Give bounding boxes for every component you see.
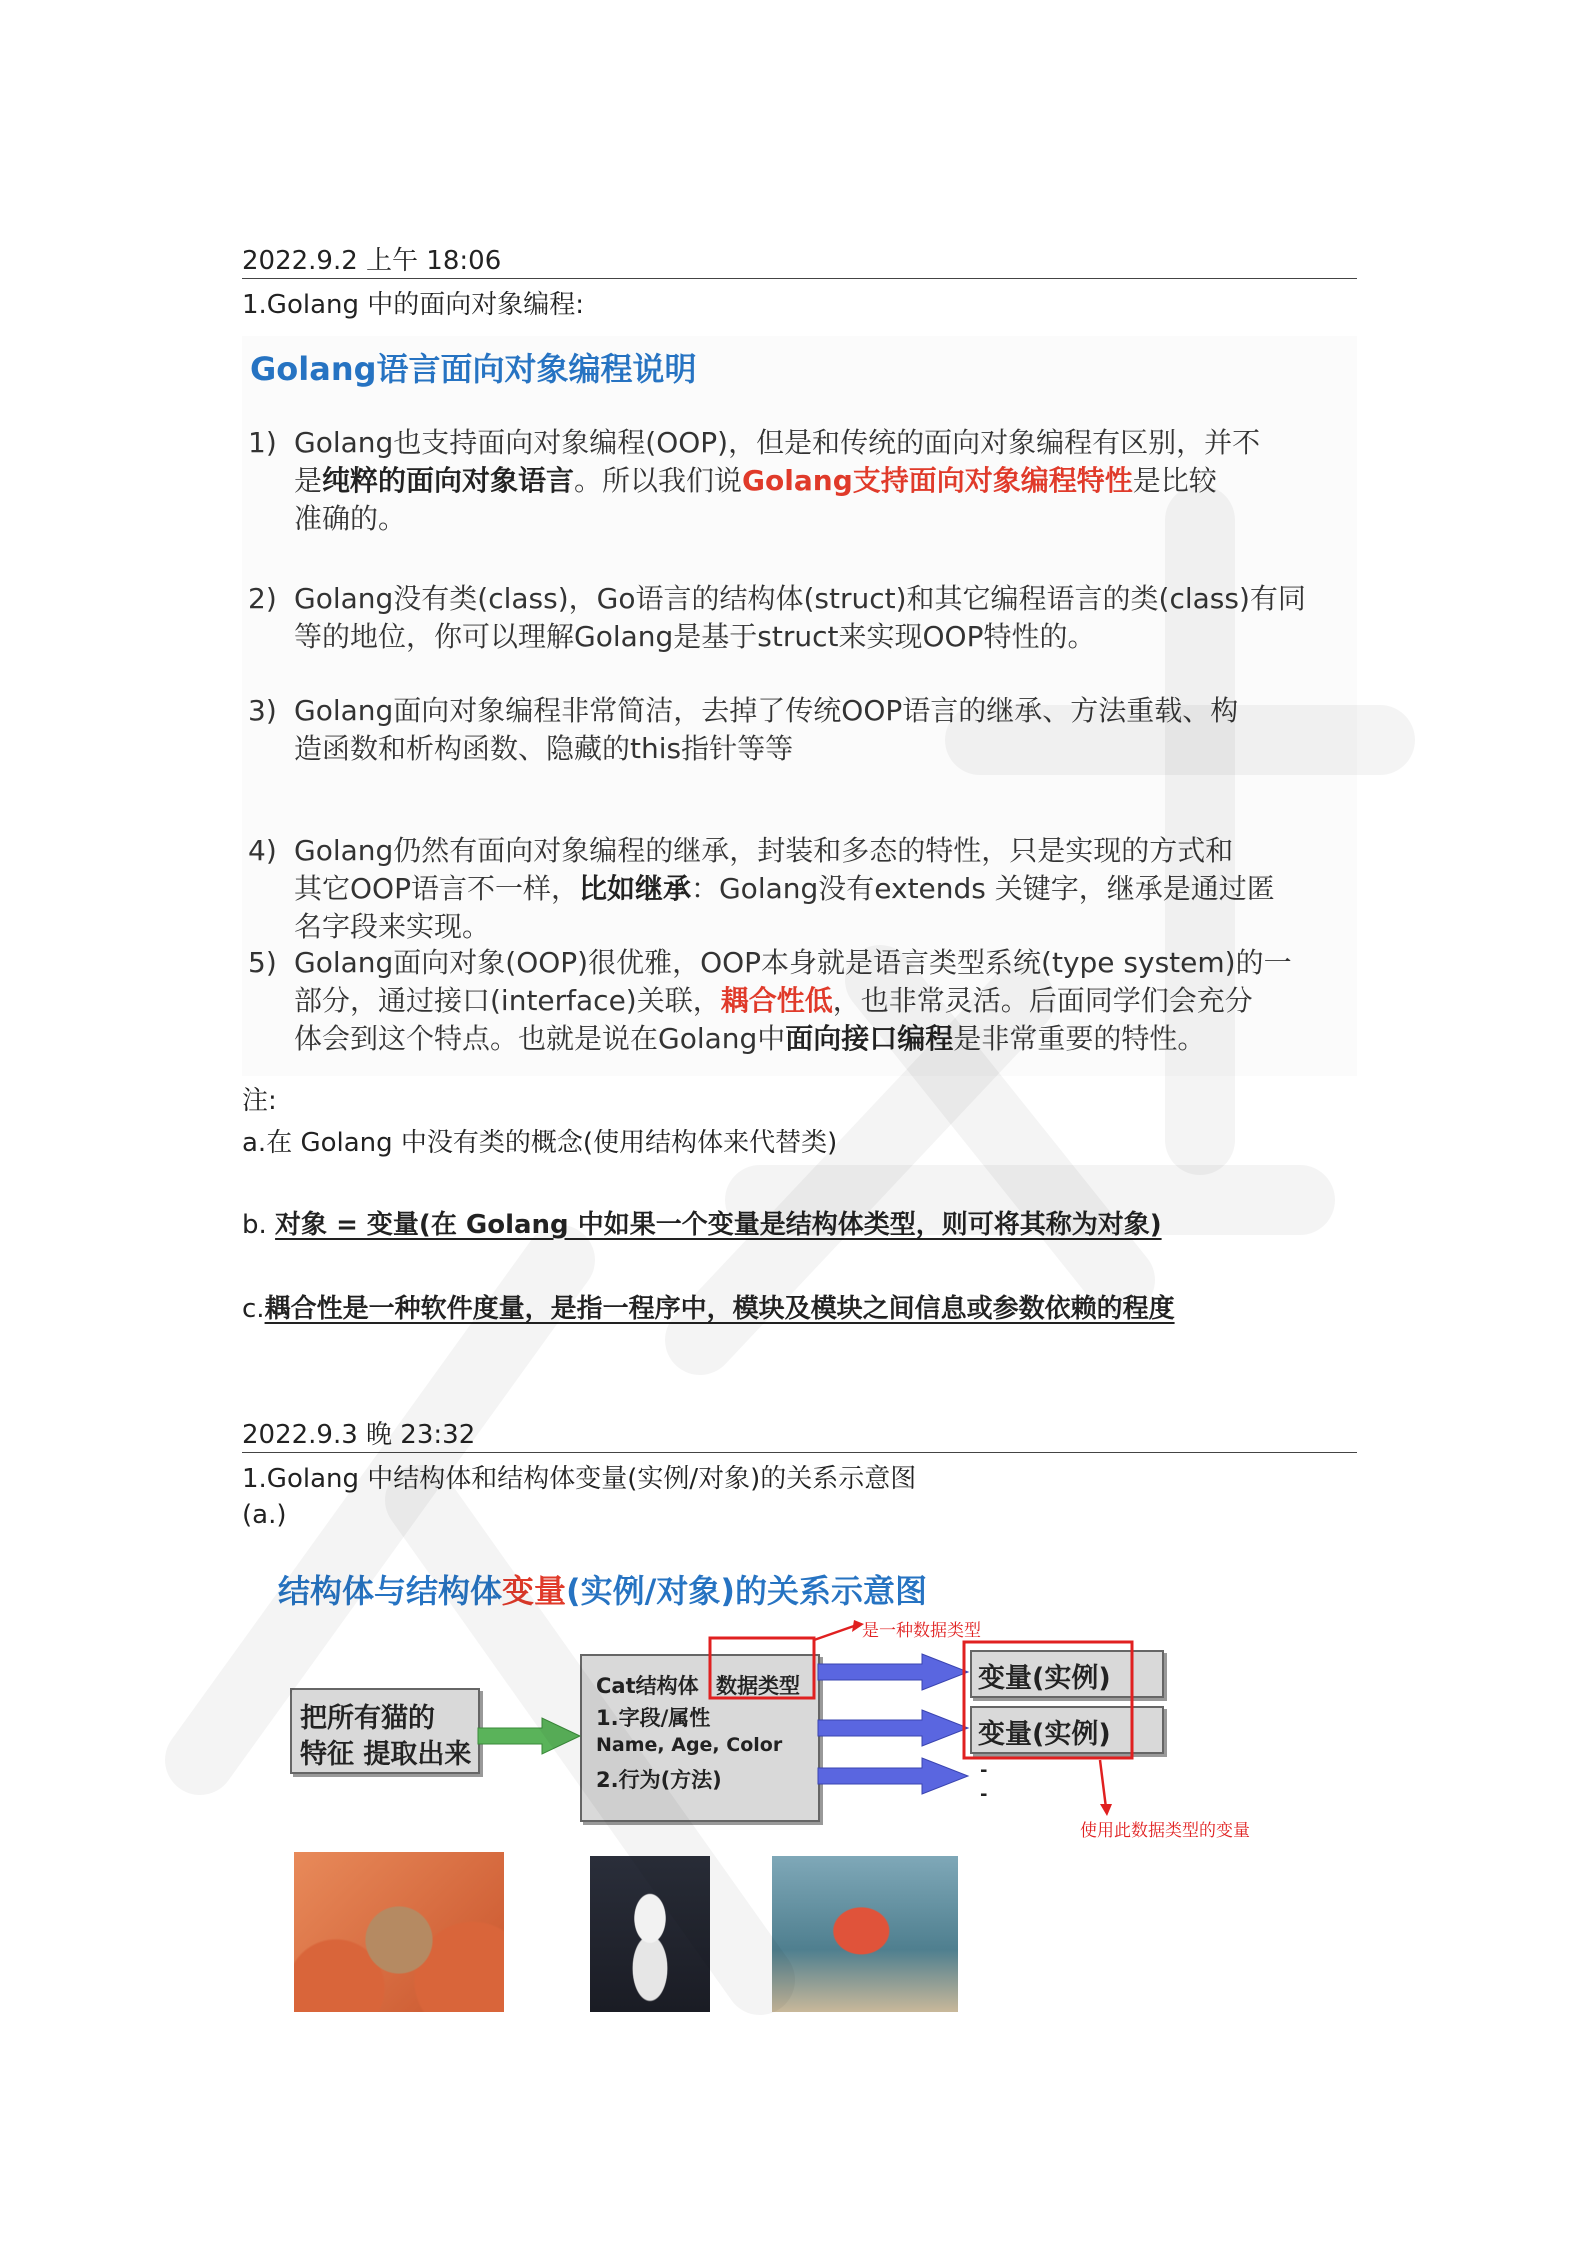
section-sub-label: (a.) xyxy=(242,1500,287,1530)
struct-line: 1.字段/属性 xyxy=(596,1706,711,1730)
title-part: 结构体与结构体 xyxy=(278,1572,503,1610)
item-number: 3) xyxy=(248,694,277,727)
item-line: 名字段来实现。 xyxy=(294,910,491,943)
item-number: 5) xyxy=(248,946,277,979)
item-text: 。所以我们说 xyxy=(574,464,743,497)
note-b-prefix: b. xyxy=(242,1210,276,1240)
divider-1 xyxy=(242,278,1357,279)
item-text: 部分，通过接口(interface)关联， xyxy=(294,984,721,1017)
variable-label: 变量(实例) xyxy=(978,1719,1111,1750)
item-text: 其它OOP语言不一样， xyxy=(294,872,579,905)
item-highlight-text: 耦合性低 xyxy=(720,984,833,1017)
timestamp-2: 2022.9.3 晚 23:32 xyxy=(242,1420,476,1450)
item-line: Golang也支持面向对象编程(OOP)，但是和传统的面向对象编程有区别，并不 xyxy=(294,426,1261,459)
item-text: 是比较 xyxy=(1132,464,1217,497)
item-number: 2) xyxy=(248,582,277,615)
variable-label: 变量(实例) xyxy=(978,1663,1111,1694)
item-bold-text: 纯粹的面向对象语言 xyxy=(322,464,575,497)
item-line: Golang没有类(class)，Go语言的结构体(struct)和其它编程语言的类(class)有同 xyxy=(294,582,1306,615)
note-c xyxy=(242,1288,1175,1325)
list-item-1 xyxy=(248,424,1358,544)
list-item-3 xyxy=(248,692,1358,772)
green-arrow-icon xyxy=(478,1718,580,1754)
note-b-text: 对象 = 变量(在 Golang 中如果一个变量是结构体类型，则可将其称为对象) xyxy=(275,1210,1162,1240)
list-item-4 xyxy=(248,832,1358,946)
kitten-photo xyxy=(294,1852,504,2012)
section-heading-1: 1.Golang 中的面向对象编程: xyxy=(242,290,585,320)
red-arrow-icon xyxy=(852,1620,864,1632)
robot-photo xyxy=(590,1856,710,2012)
blue-arrow-icon xyxy=(818,1654,968,1690)
struct-line: Name, Age, Color xyxy=(596,1734,783,1756)
note-b xyxy=(242,1204,1162,1241)
item-number: 4) xyxy=(248,834,277,867)
blue-arrow-icon xyxy=(818,1758,968,1794)
box-line: 把所有猫的 xyxy=(300,1703,435,1734)
title-highlight: 变量 xyxy=(502,1572,567,1610)
struct-line: 2.行为(方法) xyxy=(596,1768,722,1792)
slide-struct-diagram xyxy=(242,1540,1357,2030)
section-heading-2: 1.Golang 中结构体和结构体变量(实例/对象)的关系示意图 xyxy=(242,1464,917,1494)
item-highlight-text: Golang支持面向对象编程特性 xyxy=(742,464,1133,497)
item-number: 1) xyxy=(248,426,277,459)
struct-title: Cat结构体 xyxy=(596,1674,699,1698)
list-item-2 xyxy=(248,580,1358,660)
item-bold-text: 面向接口编程 xyxy=(785,1022,954,1055)
more-variables-dash: - xyxy=(980,1784,988,1805)
list-item-5 xyxy=(248,944,1358,1058)
item-line: 等的地位，你可以理解Golang是基于struct来实现OOP特性的。 xyxy=(294,620,1096,653)
more-variables-dash: - xyxy=(980,1760,988,1781)
item-text: 体会到这个特点。也就是说在Golang中 xyxy=(294,1022,786,1055)
item-line: Golang面向对象(OOP)很优雅，OOP本身就是语言类型系统(type system)的一 xyxy=(294,946,1292,979)
item-text: ，也非常灵活。后面同学们会充分 xyxy=(832,984,1253,1017)
item-bold-text: 比如继承 xyxy=(578,872,691,905)
annotation-data-type: 是一种数据类型 xyxy=(862,1621,981,1641)
blue-arrow-icon xyxy=(818,1710,968,1746)
item-text: 是 xyxy=(294,464,323,497)
item-line: Golang面向对象编程非常简洁，去掉了传统OOP语言的继承、方法重载、构 xyxy=(294,694,1239,727)
slide-oop-explanation xyxy=(242,336,1357,1076)
item-text: 是非常重要的特性。 xyxy=(953,1022,1206,1055)
note-c-text: 耦合性是一种软件度量，是指一程序中，模块及模块之间信息或参数依赖的程度 xyxy=(264,1294,1175,1324)
variables-highlight xyxy=(964,1642,1132,1758)
box-line: 特征 提取出来 xyxy=(300,1739,472,1770)
note-a: a.在 Golang 中没有类的概念(使用结构体来代替类) xyxy=(242,1128,838,1158)
note-label: 注: xyxy=(242,1086,277,1116)
slide-title: Golang语言面向对象编程说明 xyxy=(250,350,697,388)
item-line: Golang仍然有面向对象编程的继承，封装和多态的特性，只是实现的方式和 xyxy=(294,834,1234,867)
timestamp-1: 2022.9.2 上午 18:06 xyxy=(242,246,502,276)
title-part: (实例/对象)的关系示意图 xyxy=(566,1572,927,1610)
divider-2 xyxy=(242,1452,1357,1453)
struct-type-tag: 数据类型 xyxy=(716,1674,800,1698)
item-line: 准确的。 xyxy=(294,502,407,535)
red-arrow-icon xyxy=(1100,1804,1112,1816)
data-type-highlight xyxy=(710,1638,814,1698)
item-line: 造函数和析构函数、隐藏的this指针等等 xyxy=(294,732,794,765)
note-c-prefix: c. xyxy=(242,1294,265,1324)
annotation-variable: 使用此数据类型的变量 xyxy=(1080,1821,1250,1841)
arowana-fish-photo xyxy=(772,1856,958,2012)
item-text: ：Golang没有extends 关键字，继承是通过匿 xyxy=(690,872,1275,905)
